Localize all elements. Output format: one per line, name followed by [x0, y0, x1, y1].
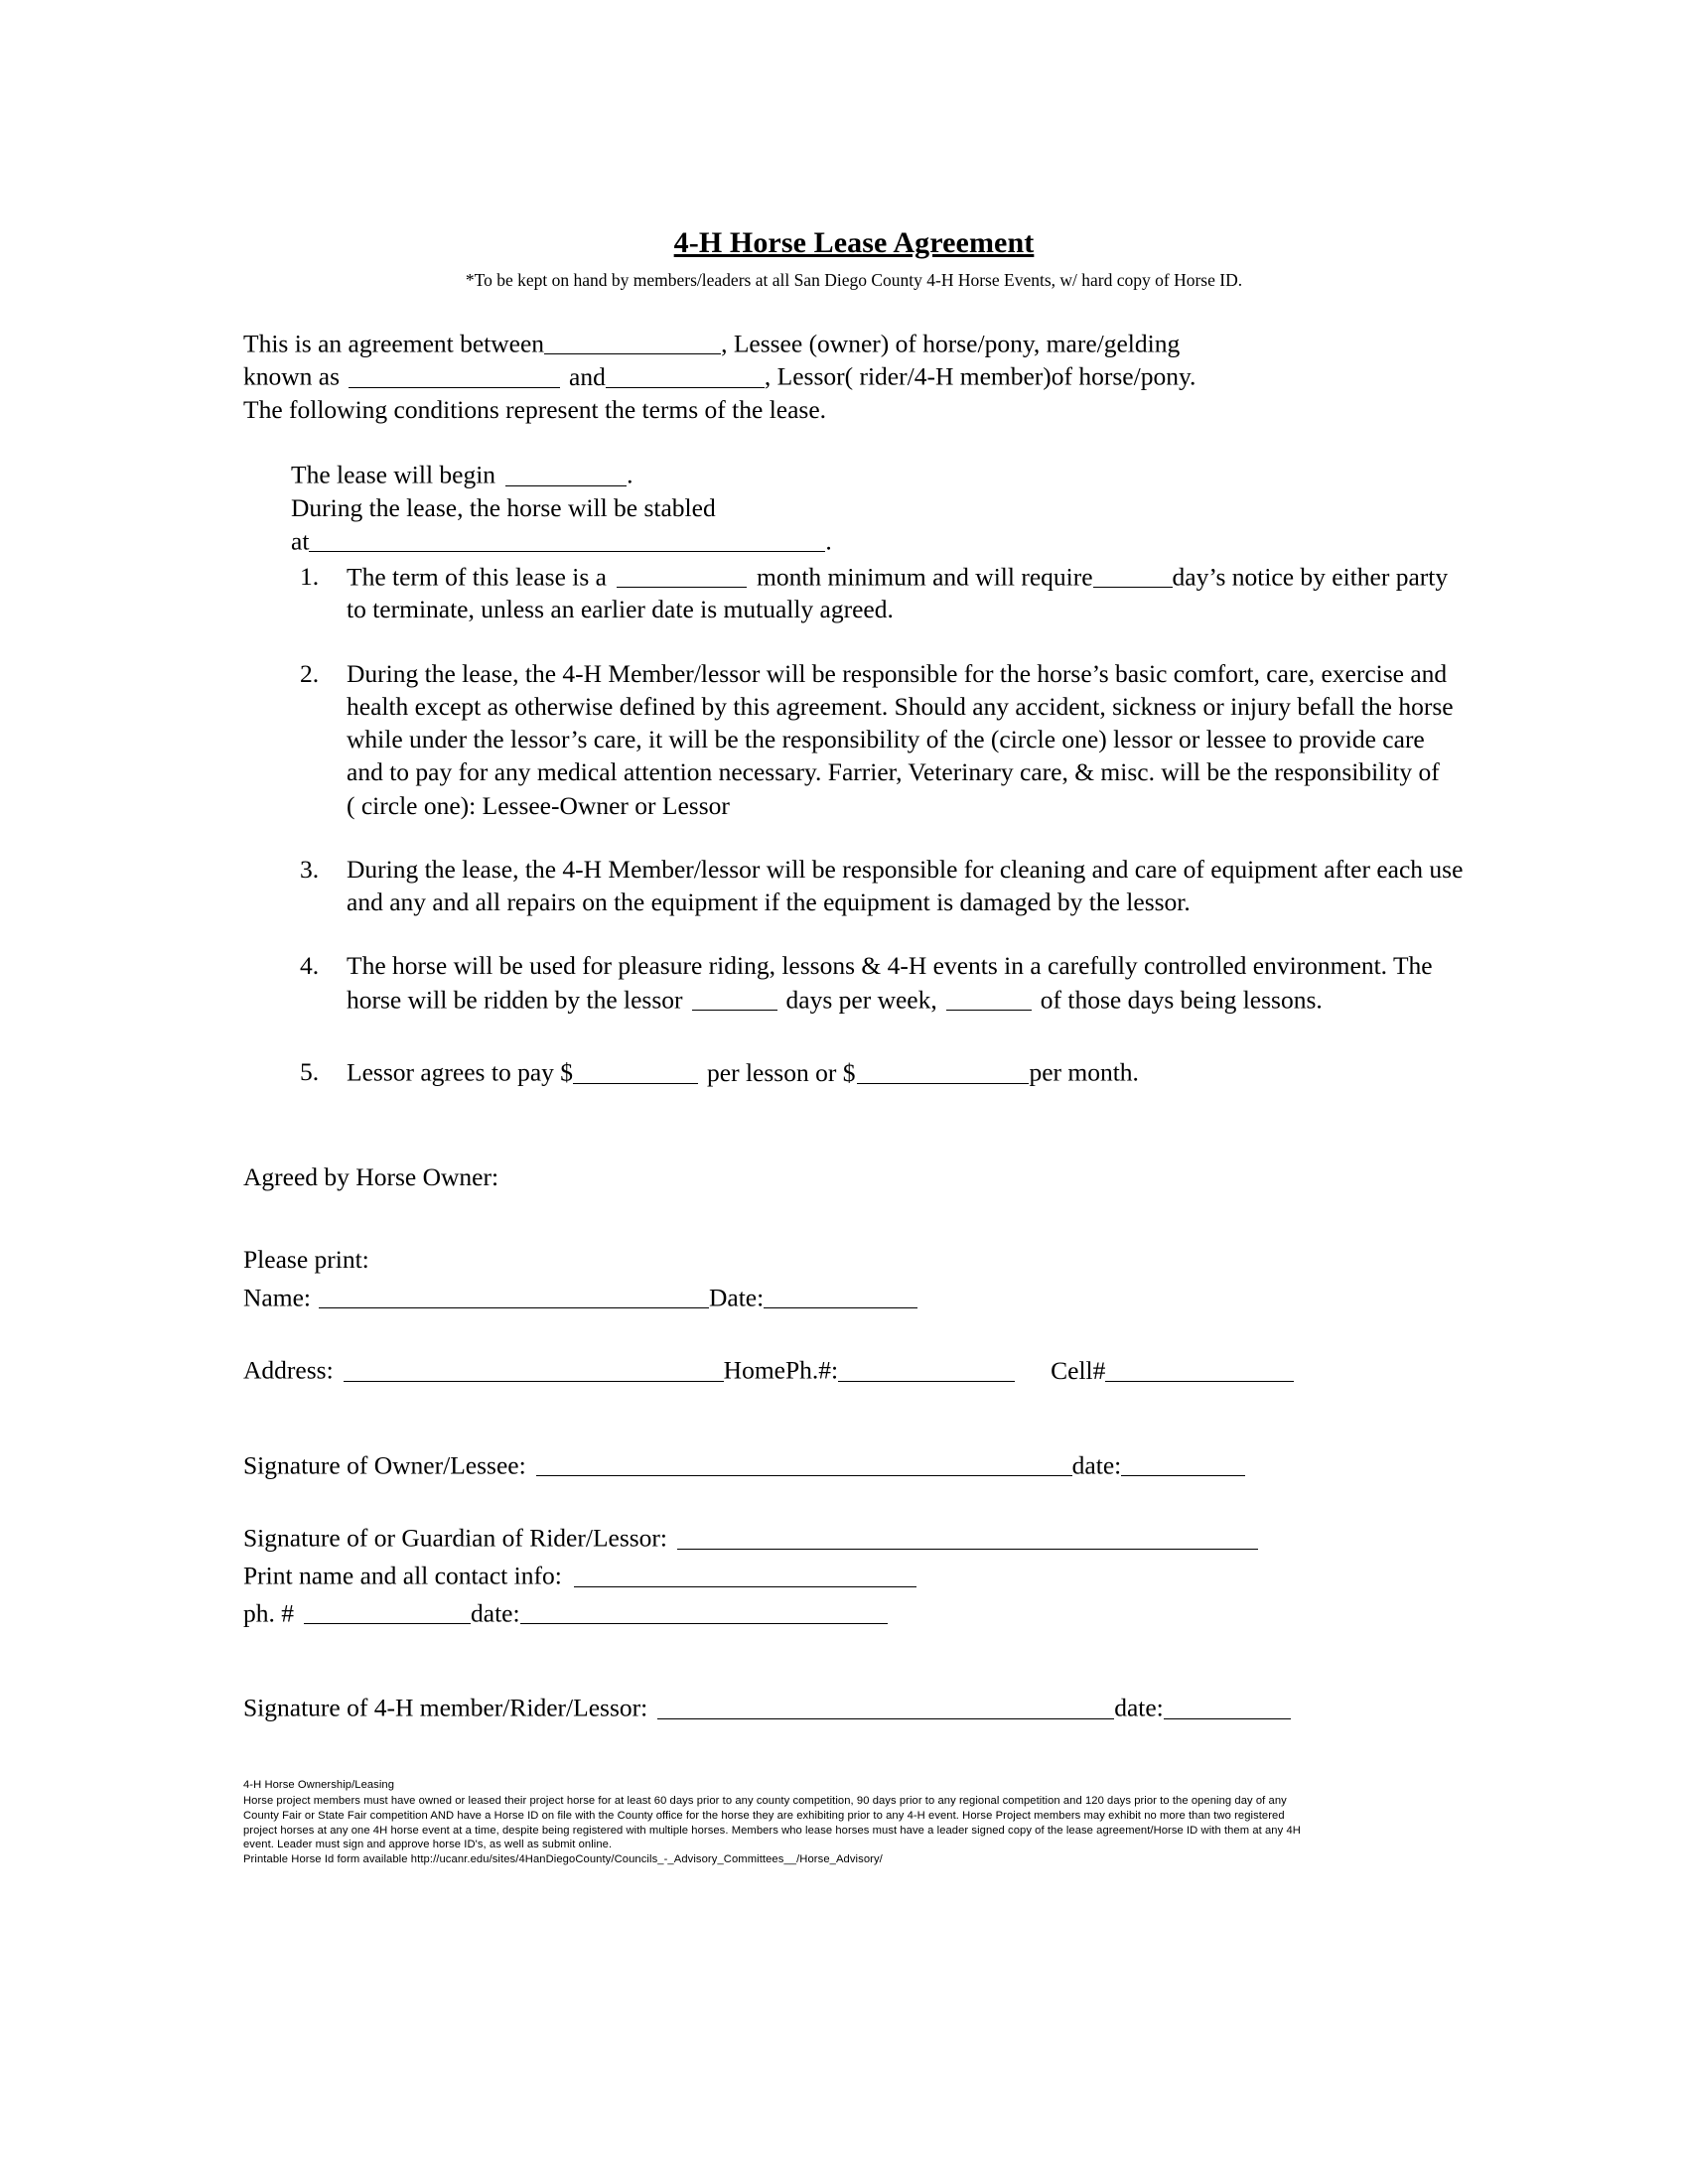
term-4-text-c: of those days being lessons.: [1040, 985, 1323, 1015]
owner-name-blank[interactable]: [319, 1281, 709, 1309]
lease-begin-line: [291, 458, 1465, 491]
intro-text-2a: known as: [243, 361, 341, 391]
print-contact-row: [243, 1559, 1465, 1592]
term-item-5: [243, 1055, 1465, 1089]
term-4-text-a: The horse will be used for pleasure riding, lessons & 4-H events in a carefully controlled environment. The horse will be ridden by the lessor: [347, 951, 1433, 1015]
term-1-text-c: day’s notice by either party to terminate, unless an earlier date is mutually agreed.: [347, 562, 1449, 624]
term-months-blank[interactable]: [617, 560, 747, 589]
cell-phone-blank[interactable]: [1105, 1353, 1294, 1382]
owner-signature-row: [243, 1448, 1465, 1482]
horse-name-blank[interactable]: [349, 359, 560, 388]
address-row: [243, 1353, 1465, 1387]
lessee-name-blank[interactable]: [544, 327, 721, 355]
term-5-text-a: Lessor agrees to pay $: [347, 1057, 574, 1087]
intro-text-2b: and: [569, 361, 606, 391]
cell-label: Cell#: [1051, 1355, 1106, 1385]
phone-date-blank[interactable]: [520, 1596, 888, 1625]
intro-line-3: The following conditions represent the terms of the lease.: [243, 395, 827, 425]
term-2-text: During the lease, the 4-H Member/lessor will be responsible for the horse’s basic comfort, care, exercise and health except as otherwise defined by this agreement. Should any accident, sickness or injury befall the horse while under the lessor’s care, it will be the responsibility of the (circle one) lessor or lessee to provide care and to pay for any medical attention necessary. Farrier, Veterinary care, & misc. will be the responsibility of: [347, 658, 1454, 787]
stabled-at-suffix: .: [825, 526, 832, 556]
lease-begin-suffix: .: [627, 460, 633, 489]
lease-begin-date-blank[interactable]: [505, 458, 627, 486]
lease-begin-label: The lease will begin: [291, 460, 496, 489]
per-month-amount-blank[interactable]: [857, 1055, 1029, 1084]
intro-line-1: [243, 327, 1465, 360]
phone-blank[interactable]: [304, 1596, 471, 1625]
owner-signature-blank[interactable]: [536, 1448, 1072, 1477]
owner-date-blank[interactable]: [764, 1281, 917, 1309]
term-1-text-a: The term of this lease is a: [347, 562, 607, 592]
title-block: [243, 226, 1465, 291]
term-item-3: [243, 853, 1465, 919]
stabled-at-line: [291, 524, 1465, 558]
term-item-2: [243, 657, 1465, 822]
guardian-signature-blank[interactable]: [677, 1521, 1258, 1550]
fineprint-url-line: Printable Horse Id form available http://ucanr.edu/sites/4HanDiegoCounty/Councils_-_Advisory_Committees__/Horse_Advisory/: [243, 1852, 883, 1865]
term-2-circle-one-line: ( circle one): Lessee-Owner or Lessor: [347, 790, 730, 820]
member-signature-label: Signature of 4-H member/Rider/Lessor:: [243, 1693, 648, 1722]
phone-label: ph. #: [243, 1598, 294, 1628]
phone-date-row: [243, 1596, 1465, 1630]
term-item-1: [243, 560, 1465, 626]
terms-list: [243, 560, 1465, 1090]
member-signature-date-label: date:: [1114, 1693, 1164, 1722]
lessor-name-blank[interactable]: [606, 359, 765, 388]
term-1-text-b: month minimum and will require: [757, 562, 1093, 592]
term-item-4: [243, 949, 1465, 1016]
fineprint-heading: 4-H Horse Ownership/Leasing: [243, 1778, 395, 1791]
address-blank[interactable]: [344, 1353, 724, 1382]
document-body: [243, 0, 1465, 1866]
stable-location-blank[interactable]: [309, 524, 825, 553]
page-title: 4-H Horse Lease Agreement: [673, 226, 1035, 259]
lesson-days-blank[interactable]: [946, 983, 1032, 1012]
stabled-at-label: at: [291, 526, 310, 556]
intro-line-2: [243, 359, 1465, 393]
date-label: Date:: [708, 1282, 765, 1311]
print-contact-label: Print name and all contact info:: [243, 1561, 562, 1590]
print-contact-blank[interactable]: [574, 1559, 916, 1587]
name-label: Name:: [243, 1282, 311, 1311]
lease-start-block: [291, 458, 1465, 557]
intro-text-2c: , Lessor( rider/4-H member)of horse/pony.: [764, 361, 1196, 391]
agreed-by-line: Agreed by Horse Owner:: [243, 1162, 499, 1192]
home-phone-blank[interactable]: [838, 1353, 1015, 1382]
term-3-text: During the lease, the 4-H Member/lessor will be responsible for cleaning and care of equipment after each use and any and all repairs on the equipment if the equipment is damaged by the lessor.: [347, 854, 1464, 917]
page-subtitle: *To be kept on hand by members/leaders at all San Diego County 4-H Horse Events, w/ hard copy of Horse ID.: [465, 269, 1243, 290]
fineprint-body: Horse project members must have owned or leased their project horse for at least 60 days prior to any county competition, 90 days prior to any regional competition and 120 days prior to the opening day of any County Fair or State Fair competition AND have a Horse ID on file with the County office for the horse they are exhibiting prior to any 4-H event. Horse Project members may exhibit no more than two registered project horses at any one 4H horse event at a time, despite being registered with multiple horses. Members who lease horses must have a leader signed copy of the lease agreement/Horse ID with them at any 4H event. Leader must sign and approve horse ID's, as well as submit online.: [243, 1795, 1301, 1851]
term-3-number: 3.: [300, 854, 320, 884]
days-per-week-blank[interactable]: [692, 983, 777, 1012]
term-5-text-b: per lesson or $: [707, 1057, 856, 1087]
please-print-line: Please print:: [243, 1245, 369, 1275]
owner-signature-label: Signature of Owner/Lessee:: [243, 1450, 526, 1480]
member-signature-blank[interactable]: [657, 1691, 1114, 1719]
term-2-number: 2.: [300, 658, 320, 688]
phone-date-label: date:: [471, 1598, 520, 1628]
owner-signature-date-blank[interactable]: [1121, 1448, 1245, 1477]
term-5-number: 5.: [300, 1057, 320, 1087]
term-5-text-c: per month.: [1029, 1057, 1139, 1087]
intro-paragraph: [243, 327, 1465, 426]
term-1-number: 1.: [300, 561, 320, 591]
fineprint-footer: [243, 1778, 1311, 1866]
guardian-signature-label: Signature of or Guardian of Rider/Lessor:: [243, 1523, 668, 1553]
intro-text-1b: , Lessee (owner) of horse/pony, mare/gelding: [721, 329, 1181, 358]
member-signature-row: [243, 1691, 1465, 1724]
per-lesson-amount-blank[interactable]: [573, 1055, 698, 1084]
home-phone-label: HomePh.#:: [723, 1355, 839, 1385]
signature-section: [243, 1160, 1465, 1724]
name-date-row: [243, 1281, 1465, 1314]
member-signature-date-blank[interactable]: [1164, 1691, 1291, 1719]
term-4-number: 4.: [300, 951, 320, 981]
term-4-text-b: days per week,: [785, 985, 937, 1015]
stabled-line: During the lease, the horse will be stabled: [291, 492, 716, 522]
intro-text-1a: This is an agreement between: [243, 329, 545, 358]
address-label: Address:: [243, 1355, 334, 1385]
term-notice-days-blank[interactable]: [1093, 560, 1173, 589]
guardian-signature-row: [243, 1521, 1465, 1555]
owner-signature-date-label: date:: [1071, 1450, 1122, 1480]
